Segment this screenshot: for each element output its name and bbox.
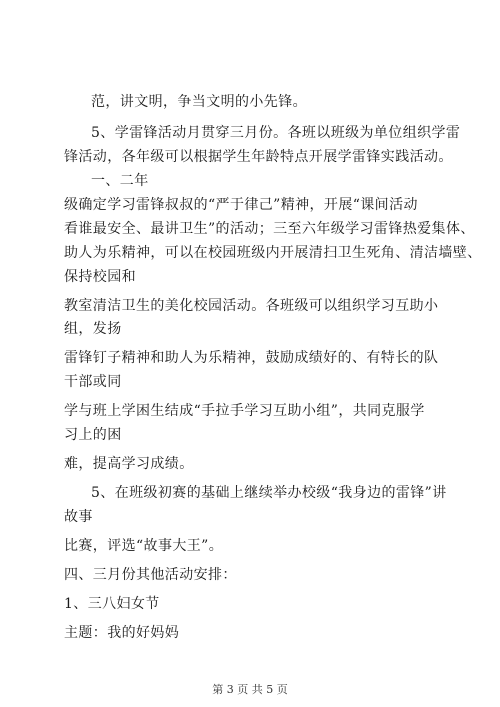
- text-line: 级确定学习雷锋叔叔的“严于律己”精神，开展“课间活动: [64, 197, 418, 213]
- text-line: 范，讲文明，争当文明的小先锋。: [91, 94, 307, 110]
- text-line: 故事: [64, 509, 93, 525]
- text-line: 5、在班级初赛的基础上继续举办校级“我身边的雷锋”讲: [91, 485, 447, 501]
- text-line: 四、三月份其他活动安排：: [64, 567, 237, 583]
- text-line: 锋活动，各年级可以根据学生年龄特点开展学雷锋实践活动。: [64, 149, 453, 165]
- text-line: 5、学雷锋活动月贯穿三月份。各班以班级为单位组织学雷: [91, 125, 461, 141]
- text-line: 主题：我的好妈妈: [64, 625, 180, 641]
- text-line: 比赛，评选“故事大王”。: [64, 538, 224, 554]
- text-line: 干部或同: [64, 374, 122, 390]
- text-line: 助人为乐精神，可以在校园班级内开展清扫卫生死角、清洁墙壁、: [64, 245, 482, 261]
- text-line: 难，提高学习成绩。: [64, 456, 194, 472]
- text-line: 学与班上学困生结成“手拉手学习互助小组”，共同克服学: [64, 403, 425, 419]
- text-line: 组，发扬: [64, 321, 122, 337]
- text-line: 保持校园和: [64, 269, 136, 285]
- text-line: 教室清洁卫生的美化校园活动。各班级可以组织学习互助小: [64, 298, 439, 314]
- page-number-footer: 第 3 页 共 5 页: [212, 683, 288, 696]
- text-line: 1、三八妇女节: [64, 596, 160, 612]
- text-line: 看谁最安全、最讲卫生”的活动；三至六年级学习雷锋热爱集体、: [64, 221, 475, 237]
- text-line: 雷锋钉子精神和助人为乐精神，鼓励成绩好的、有特长的队: [64, 350, 439, 366]
- text-line: 一、二年: [91, 173, 149, 189]
- text-line: 习上的困: [64, 427, 122, 443]
